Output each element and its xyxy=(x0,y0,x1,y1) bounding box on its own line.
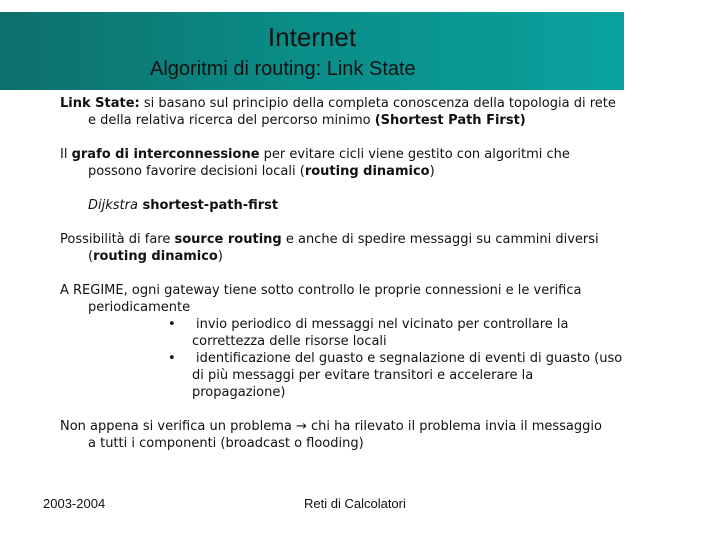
text: per evitare cicli viene gestito con algoritmi che xyxy=(259,147,570,162)
text: correttezza delle risorse locali xyxy=(192,334,387,349)
grafo-term: grafo di interconnessione xyxy=(71,147,260,162)
paragraph-link-state xyxy=(60,95,700,129)
slide-title-text: Internet xyxy=(267,22,357,52)
text: A REGIME, ogni gateway tiene sotto controllo le proprie connessioni e le verifica xyxy=(60,283,582,298)
text: e anche di spedire messaggi su cammini diversi xyxy=(281,232,599,247)
spf-term: shortest-path-first xyxy=(137,198,279,213)
list-item xyxy=(60,350,700,401)
routing-dinamico-term: routing dinamico xyxy=(93,249,218,264)
text: invio periodico di messaggi nel vicinato per controllare la xyxy=(196,317,569,332)
text: e della relativa ricerca del percorso minimo xyxy=(88,113,375,128)
text: propagazione) xyxy=(192,385,286,400)
slide-body xyxy=(60,95,700,452)
continuation: periodicamente xyxy=(88,300,191,315)
text: ) xyxy=(217,249,223,264)
text: ( xyxy=(88,249,94,264)
paragraph-dijkstra xyxy=(60,197,700,214)
paragraph-source-routing xyxy=(60,231,700,265)
text: identificazione del guasto e segnalazione di eventi di guasto (uso xyxy=(196,351,623,366)
slide-title xyxy=(0,22,624,53)
source-routing-term: source routing xyxy=(174,232,282,247)
bullet-icon: • xyxy=(168,351,176,366)
routing-dinamico-term: routing dinamico xyxy=(304,164,430,179)
footer-year: 2003-2004 xyxy=(43,496,106,511)
paragraph-regime xyxy=(60,282,700,316)
title-banner xyxy=(0,12,624,90)
dijkstra-term: Dijkstra xyxy=(88,198,138,213)
text: di più messaggi per evitare transitori e accelerare la xyxy=(192,368,534,383)
continuation: a tutti i componenti (broadcast o flooding) xyxy=(88,436,364,451)
text: ) xyxy=(429,164,435,179)
bullet-icon: • xyxy=(168,317,176,332)
continuation xyxy=(60,248,700,265)
text: si basano sul principio della completa conoscenza della topologia di rete xyxy=(139,96,616,111)
text: Non appena si verifica un problema → chi ha rilevato il problema invia il messaggio xyxy=(60,419,602,434)
text: possono favorire decisioni locali ( xyxy=(88,164,305,179)
list-item xyxy=(60,316,700,350)
text: Possibilità di fare xyxy=(60,232,175,247)
continuation xyxy=(60,112,700,129)
slide-subtitle: Algoritmi di routing: Link State xyxy=(150,58,416,80)
continuation xyxy=(60,163,700,180)
link-state-term: Link State: xyxy=(60,96,140,111)
footer-course: Reti di Calcolatori xyxy=(304,496,406,511)
paragraph-grafo xyxy=(60,146,700,180)
text: Il xyxy=(60,147,72,162)
spf-term: (Shortest Path First) xyxy=(374,113,526,128)
paragraph-problema xyxy=(60,418,700,452)
